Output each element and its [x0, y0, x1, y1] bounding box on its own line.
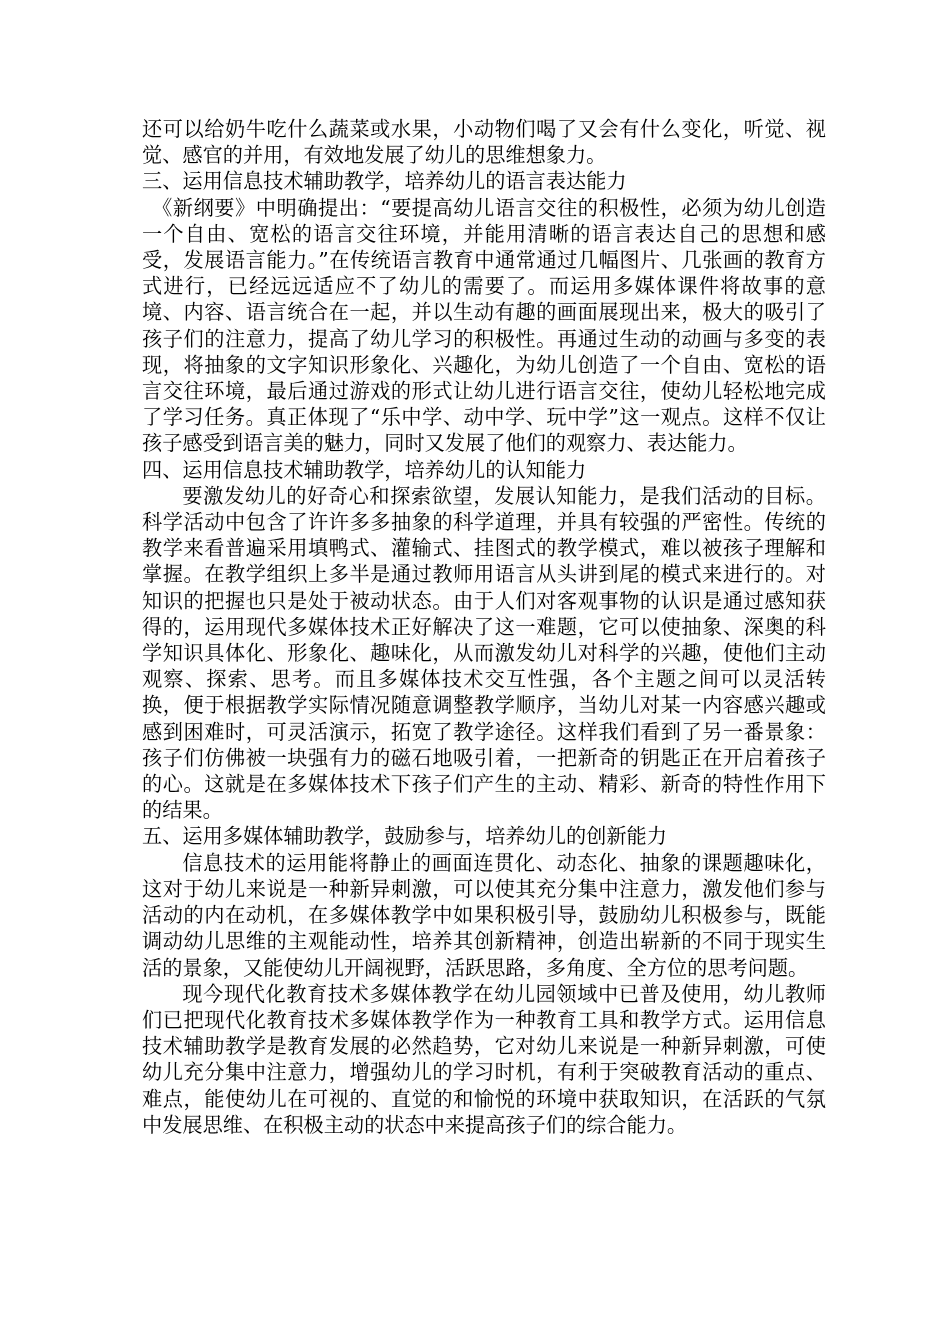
paragraph-section-3: 《新纲要》中明确提出：“要提高幼儿语言交往的积极性，必须为幼儿创造一个自由、宽松的语言交往环境，并能用清晰的语言表达自己的思想和感受，发展语言能力。”在传统语言教育中通常通过几幅图片、几张画的教育方式进行，已经远远适应不了幼儿的需要了。而运用多媒体课件将故事的意境、内容、语言统合在一起，并以生动有趣的画面展现出来，极大的吸引了孩子们的注意力，提高了幼儿学习的积极性。再通过生动的动画与多变的表现，将抽象的文字知识形象化、兴趣化，为幼儿创造了一个自由、宽松的语言交往环境，最后通过游戏的形式让幼儿进行语言交往，使幼儿轻松地完成了学习任务。真正体现了“乐中学、动中学、玩中学”这一观点。这样不仅让孩子感受到语言美的魅力，同时又发展了他们的观察力、表达能力。	[142, 195, 826, 456]
paragraph-conclusion: 现今现代化教育技术多媒体教学在幼儿园领域中已普及使用，幼儿教师们已把现代化教育技术多媒体教学作为一种教育工具和教学方式。运用信息技术辅助教学是教育发展的必然趋势，它对幼儿来说是一种新异刺激，可使幼儿充分集中注意力，增强幼儿的学习时机，有利于突破教育活动的重点、难点，能使幼儿在可视的、直觉的和愉悦的环境中获取知识，在活跃的气氛中发展思维、在积极主动的状态中来提高孩子们的综合能力。	[142, 981, 826, 1137]
paragraph-section-4: 要激发幼儿的好奇心和探索欲望，发展认知能力，是我们活动的目标。科学活动中包含了许许多多抽象的科学道理，并具有较强的严密性。传统的教学来看普遍采用填鸭式、灌输式、挂图式的教学模式，难以被孩子理解和掌握。在教学组织上多半是通过教师用语言从头讲到尾的模式来进行的。对知识的把握也只是处于被动状态。由于人们对客观事物的认识是通过感知获得的，运用现代多媒体技术正好解决了这一难题，它可以使抽象、深奥的科学知识具体化、形象化、趣味化，从而激发幼儿对科学的兴趣，使他们主动观察、探索、思考。而且多媒体技术交互性强，各个主题之间可以灵活转换，便于根据教学实际情况随意调整教学顺序，当幼儿对某一内容感兴趣或感到困难时，可灵活演示，拓宽了教学途径。这样我们看到了另一番景象：孩子们仿佛被一块强有力的磁石地吸引着，一把新奇的钥匙正在开启着孩子的心。这就是在多媒体技术下孩子们产生的主动、精彩、新奇的特性作用下的结果。	[142, 483, 826, 823]
section-heading-5: 五、运用多媒体辅助教学，鼓励参与，培养幼儿的创新能力	[142, 824, 667, 849]
paragraph-continuation: 还可以给奶牛吃什么蔬菜或水果，小动物们喝了又会有什么变化，听觉、视觉、感官的并用，有效地发展了幼儿的思维想象力。	[142, 117, 826, 168]
document-page	[142, 116, 826, 1138]
section-heading-3: 三、运用信息技术辅助教学，培养幼儿的语言表达能力	[142, 169, 627, 194]
section-heading-4: 四、运用信息技术辅助教学，培养幼儿的认知能力	[142, 457, 587, 482]
paragraph-section-5: 信息技术的运用能将静止的画面连贯化、动态化、抽象的课题趣味化，这对于幼儿来说是一种新异刺激，可以使其充分集中注意力，激发他们参与活动的内在动机，在多媒体教学中如果积极引导，鼓励幼儿积极参与，既能调动幼儿思维的主观能动性，培养其创新精神，创造出崭新的不同于现实生活的景象，又能使幼儿开阔视野，活跃思路，多角度、全方位的思考问题。	[142, 850, 826, 980]
